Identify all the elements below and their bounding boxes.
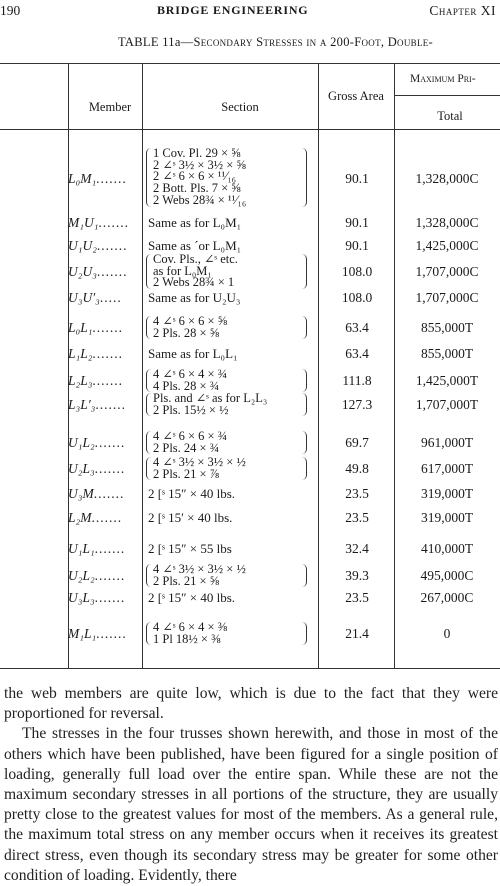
chapter-label: Chapter XI <box>429 3 496 18</box>
table-row <box>0 316 500 340</box>
total-stress-cell: 319,000T <box>420 485 474 501</box>
table-row <box>0 541 500 556</box>
left-brace <box>146 148 151 207</box>
right-brace <box>302 316 307 339</box>
section-line: 2 [ˢ 15″ × 40 lbs. <box>148 589 236 605</box>
leader-dots: ....... <box>96 264 128 279</box>
member-cell <box>68 435 125 451</box>
member-name: M₁L₁ <box>68 626 97 641</box>
section-cell <box>153 316 227 339</box>
gross-area-cell: 127.3 <box>341 397 373 412</box>
total-stress-cell: 267,000C <box>420 589 474 605</box>
section-cell <box>153 622 227 645</box>
col-header-section: Section <box>221 100 259 114</box>
section-cell <box>153 393 267 416</box>
left-brace <box>146 316 151 339</box>
gross-area-cell: 32.4 <box>345 540 369 556</box>
right-brace <box>302 457 307 480</box>
section-line: 4 ∠ˢ 3½ × 3½ × ½ <box>153 455 246 469</box>
left-brace <box>146 369 151 392</box>
table-bottom-rule <box>0 668 500 669</box>
section-cell <box>148 215 241 231</box>
section-cell <box>148 346 238 362</box>
member-name: L₃L′₃ <box>68 397 96 412</box>
gross-area-cell: 69.7 <box>345 435 369 450</box>
gross-area-cell: 23.5 <box>345 509 369 525</box>
section-line: 4 ∠ˢ 6 × 6 × ¾ <box>153 429 228 443</box>
section-line: Same as for L₀L₁ <box>148 345 238 361</box>
paragraph-continued: the web members are quite low, which is due to the fact that they were proportioned for reversal. <box>4 685 498 723</box>
table-row <box>0 369 500 393</box>
page-number: 190 <box>0 3 21 18</box>
member-name: L₂M <box>68 509 92 525</box>
gross-area-cell: 39.3 <box>345 568 369 583</box>
section-cell <box>153 254 238 289</box>
right-brace <box>302 148 307 207</box>
table-row <box>0 215 500 230</box>
leader-dots: ....... <box>94 589 126 605</box>
table-top-rule <box>0 63 500 64</box>
member-cell <box>68 510 122 526</box>
member-cell <box>68 346 123 362</box>
total-stress-cell: 617,000T <box>420 461 474 476</box>
section-cell <box>153 148 246 206</box>
total-stress-cell: 410,000T <box>420 540 474 556</box>
leader-dots: ....... <box>92 345 124 361</box>
table-row <box>0 346 500 361</box>
section-line: 2 Pls. 21 × ⅞ <box>153 466 220 481</box>
gross-area-cell: 23.5 <box>345 485 369 501</box>
section-line: 1 Cov. Pl. 29 × ⅝ <box>153 146 241 160</box>
gross-area-cell: 108.0 <box>341 289 373 305</box>
table-caption-label: TABLE 11a— <box>118 35 194 49</box>
leader-dots: ....... <box>93 485 125 501</box>
section-cell <box>153 369 227 392</box>
table-row <box>0 290 500 305</box>
total-stress-cell: 1,707,000C <box>415 289 479 305</box>
member-name: U₂L₂ <box>68 568 95 583</box>
gross-area-cell: 111.8 <box>342 373 372 388</box>
section-line: 4 ∠ˢ 6 × 6 × ⅝ <box>153 314 228 328</box>
member-name: L₀M₁ <box>68 171 97 186</box>
section-cell <box>153 564 246 587</box>
member-cell <box>68 590 125 606</box>
paragraph: The stresses in the four trusses shown herewith, and those in most of the others which have been published, have been figured for a single position of loading, generally full load over the entire span. While these are not the maximum secondary stresses in all portions of the structure, they are usually pretty close to the greatest values for most of the members. As a general rule, the maximum total stress on any member occurs when it receives its greatest direct stress, even though its secondary stress may be greater for some other condition of loading. Evidently, there <box>4 725 498 884</box>
total-stress-cell: 1,707,000T <box>415 397 479 412</box>
gross-area-cell: 90.1 <box>345 237 369 253</box>
table-row <box>0 564 500 588</box>
member-cell <box>68 373 123 389</box>
gross-area-cell: 49.8 <box>345 461 369 476</box>
col-header-total: Total <box>437 109 463 123</box>
gross-area-cell: 63.4 <box>345 345 369 361</box>
section-line: 4 Pls. 28 × ¾ <box>153 378 220 393</box>
left-brace <box>146 393 151 416</box>
right-brace <box>302 622 307 645</box>
total-stress-cell: 1,707,000C <box>415 264 479 279</box>
section-line: Same as for L₀M₁ <box>148 214 242 230</box>
total-stress-cell: 855,000T <box>420 345 474 361</box>
left-brace <box>146 254 151 289</box>
section-line: 4 ∠ˢ 3½ × 3½ × ½ <box>153 562 246 576</box>
col-header-gross-area: Gross Area <box>328 89 384 103</box>
table-row <box>0 622 500 646</box>
member-cell <box>68 626 127 642</box>
table-row <box>0 590 500 605</box>
section-line: 2 Webs 28¾ × ¹¹⁄₁₆ <box>153 192 247 207</box>
gross-area-cell: 108.0 <box>341 264 373 279</box>
member-name: U₂U₃ <box>68 264 97 279</box>
group-header-rule <box>394 95 500 96</box>
gross-area-cell: 90.1 <box>345 214 369 230</box>
table-caption-text: Secondary Stresses in a 200-Foot, Double- <box>193 35 433 49</box>
total-stress-cell: 1,425,000T <box>415 373 479 388</box>
section-line: Same as for U₂U₃ <box>148 289 241 305</box>
leader-dots: ....... <box>94 540 126 556</box>
table-header-rule <box>0 129 500 130</box>
leader-dots: ..... <box>99 289 122 305</box>
section-line: Pls. and ∠ˢ as for L₂L₃ <box>153 391 268 405</box>
total-stress-cell: 961,000T <box>420 435 474 450</box>
total-stress-cell: 1,328,000C <box>415 171 479 186</box>
leader-dots: ....... <box>92 320 124 335</box>
leader-dots: ....... <box>94 461 126 476</box>
col-header-member: Member <box>88 100 132 114</box>
section-cell <box>148 541 232 557</box>
table-row <box>0 148 500 210</box>
table-row <box>0 486 500 501</box>
total-stress-cell: 1,328,000C <box>415 214 479 230</box>
section-cell <box>148 486 235 502</box>
member-name: U₃U′₃ <box>68 289 100 305</box>
table-row <box>0 238 500 253</box>
total-stress-cell: 0 <box>443 626 451 641</box>
table-row <box>0 457 500 481</box>
section-cell <box>148 510 232 526</box>
table-row <box>0 393 500 417</box>
section-line: 2 Pls. 24 × ¾ <box>153 440 220 455</box>
leader-dots: ....... <box>96 626 127 641</box>
leader-dots: ....... <box>96 237 128 253</box>
left-brace <box>146 457 151 480</box>
member-name: M₁U₁ <box>68 214 99 230</box>
member-cell <box>68 171 127 187</box>
section-line: 2 Pls. 28 × ⅝ <box>153 325 220 340</box>
leader-dots: ....... <box>94 435 126 450</box>
member-cell <box>68 290 122 306</box>
section-line: as for L₀M₁ <box>153 263 212 278</box>
total-stress-cell: 855,000T <box>420 320 474 335</box>
leader-dots: ....... <box>95 397 126 412</box>
member-name: U₁U₂ <box>68 237 97 253</box>
left-brace <box>146 564 151 587</box>
section-cell <box>148 590 235 606</box>
running-title: BRIDGE ENGINEERING <box>157 3 309 17</box>
member-cell <box>68 397 126 413</box>
leader-dots: ....... <box>96 171 127 186</box>
section-line: Cov. Pls., ∠ˢ etc. <box>153 252 238 266</box>
table-row <box>0 431 500 455</box>
member-name: U₃M <box>68 485 94 501</box>
leader-dots: ....... <box>91 509 123 525</box>
member-cell <box>68 215 129 231</box>
leader-dots: ....... <box>94 568 126 583</box>
section-line: Same as ´or L₀M₁ <box>148 237 242 253</box>
section-line: 2 [ˢ 15″ × 40 lbs. <box>148 485 236 501</box>
gross-area-cell: 23.5 <box>345 589 369 605</box>
left-brace <box>146 431 151 454</box>
section-line: 1 Pl 18½ × ⅜ <box>153 631 221 646</box>
total-stress-cell: 1,425,000C <box>415 237 479 253</box>
section-line: 2 Pls. 15½ × ½ <box>153 402 229 417</box>
total-stress-cell: 319,000T <box>420 509 474 525</box>
section-line: 4 ∠ˢ 6 × 4 × ¾ <box>153 367 228 381</box>
member-cell <box>68 486 124 502</box>
section-line: 2 ∠ˢ 3½ × 3½ × ⅝ <box>153 157 246 172</box>
member-name: U₁L₂ <box>68 435 95 450</box>
section-line: 2 ∠ˢ 6 × 6 × ¹¹⁄₁₆ <box>153 169 237 184</box>
section-line: 2 Pls. 21 × ⅝ <box>153 573 220 588</box>
section-line: 2 Webs 28¾ × 1 <box>153 275 235 290</box>
section-cell <box>153 457 246 480</box>
table-caption <box>118 35 433 50</box>
member-cell <box>68 461 125 477</box>
member-name: L₀L₁ <box>68 320 93 335</box>
total-stress-cell: 495,000C <box>420 568 474 583</box>
right-brace <box>302 369 307 392</box>
member-name: U₂L₃ <box>68 461 95 476</box>
member-name: U₃L₃ <box>68 589 95 605</box>
right-brace <box>302 393 307 416</box>
section-line: 2 [ˢ 15″ × 55 lbs <box>148 540 232 556</box>
col-header-maximum-primary: Maximum Pri- <box>410 73 476 85</box>
leader-dots: ....... <box>92 373 124 388</box>
member-name: U₁L₁ <box>68 540 95 556</box>
section-cell <box>153 431 227 454</box>
member-cell <box>68 264 128 280</box>
table-row <box>0 510 500 525</box>
leader-dots: ....... <box>98 214 130 230</box>
running-header <box>0 3 500 19</box>
gross-area-cell: 63.4 <box>345 320 369 335</box>
member-name: L₁L₂ <box>68 345 93 361</box>
table-row <box>0 254 500 290</box>
body-text <box>4 684 498 886</box>
section-cell <box>148 290 240 306</box>
right-brace <box>302 431 307 454</box>
section-line: 2 Bott. Pls. 7 × ⅝ <box>153 181 241 196</box>
right-brace <box>302 564 307 587</box>
section-line: 2 [ˢ 15′ × 40 lbs. <box>148 509 233 525</box>
section-line: 4 ∠ˢ 6 × 4 × ⅜ <box>153 620 228 634</box>
gross-area-cell: 90.1 <box>345 171 369 186</box>
member-cell <box>68 568 125 584</box>
right-brace <box>302 254 307 289</box>
member-cell <box>68 541 125 557</box>
member-cell <box>68 238 128 254</box>
gross-area-cell: 21.4 <box>345 626 369 641</box>
member-cell <box>68 320 123 336</box>
left-brace <box>146 622 151 645</box>
member-name: L₂L₃ <box>68 373 93 388</box>
